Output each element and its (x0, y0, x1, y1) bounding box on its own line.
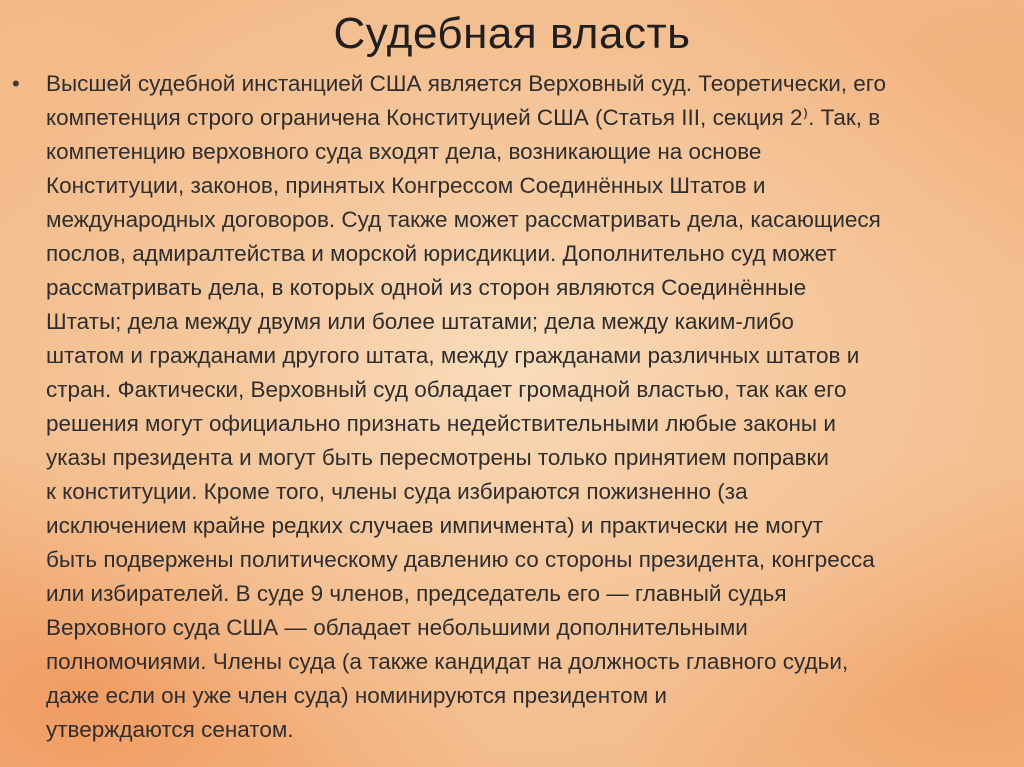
body-line: штатом и гражданами другого штата, между гражданами различных штатов и (46, 343, 860, 368)
body-line: стран. Фактически, Верховный суд обладает громадной властью, так как его (46, 377, 847, 402)
body-line: или избирателей. В суде 9 членов, председатель его — главный судья (46, 581, 787, 606)
body-line: быть подвержены политическому давлению со стороны президента, конгресса (46, 547, 875, 572)
body-line: указы президента и могут быть пересмотрены только принятием поправки (46, 445, 829, 470)
body-line: послов, адмиралтейства и морской юрисдикции. Дополнительно суд может (46, 241, 837, 266)
body-line: к конституции. Кроме того, члены суда избираются пожизненно (за (46, 479, 748, 504)
body-line: международных договоров. Суд также может рассматривать дела, касающиеся (46, 207, 881, 232)
body-paragraph (46, 67, 886, 747)
body-line: рассматривать дела, в которых одной из сторон являются Соединённые (46, 275, 807, 300)
body-line: Высшей судебной инстанцией США является Верховный суд. Теоретически, его (46, 71, 887, 96)
slide-content (12, 67, 1016, 747)
body-line: Штаты; дела между двумя или более штатами; дела между каким-либо (46, 309, 794, 334)
body-line: Верховного суда США — обладает небольшими дополнительными (46, 615, 748, 640)
body-line: компетенцию верховного суда входят дела, возникающие на основе (46, 139, 762, 164)
slide-title: Судебная власть (333, 9, 691, 58)
body-line: Конституции, законов, принятых Конгрессом Соединённых Штатов и (46, 173, 766, 198)
body-line: даже если он уже член суда) номинируются президентом и (46, 683, 667, 708)
body-line: утверждаются сенатом. (46, 717, 294, 742)
bullet-marker: • (12, 71, 20, 96)
body-line: полномочиями. Члены суда (а также кандидат на должность главного судьи, (46, 649, 849, 674)
body-line: решения могут официально признать недействительными любые законы и (46, 411, 836, 436)
body-line: исключением крайне редких случаев импичмента) и практически не могут (46, 513, 823, 538)
body-line: компетенция строго ограничена Конституцией США (Статья III, секция 2⁾. Так, в (46, 105, 881, 130)
